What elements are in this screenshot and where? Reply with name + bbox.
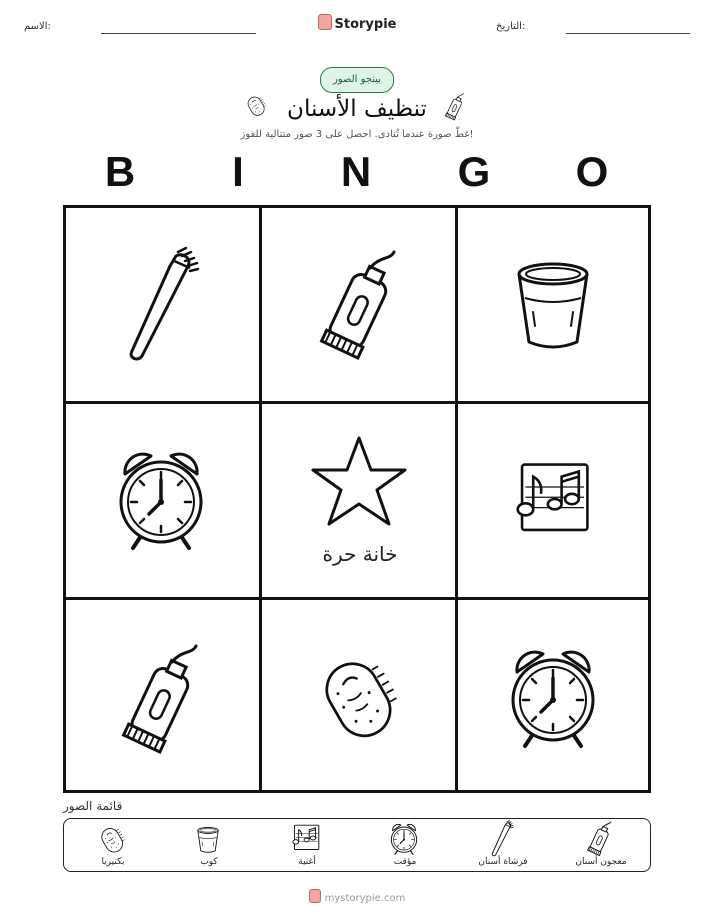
bingo-cell-3[interactable] — [458, 208, 654, 404]
bingo-cell-4[interactable] — [66, 404, 262, 600]
name-line[interactable] — [101, 33, 256, 34]
legend-label: معجون أسنان — [575, 857, 627, 867]
legend-label: مؤقت — [393, 857, 417, 867]
free-space-label: خانة حرة — [322, 542, 398, 566]
music-note-icon — [503, 456, 603, 542]
picture-list — [63, 818, 651, 872]
legend-label: فرشاة أسنان — [478, 857, 528, 867]
bingo-letter-b: B — [104, 148, 136, 195]
cup-icon — [503, 246, 603, 366]
bingo-cell-9[interactable] — [458, 600, 654, 796]
legend-label: كوب — [200, 857, 218, 867]
date-line[interactable] — [566, 33, 690, 34]
legend-item-bacteria — [64, 819, 162, 873]
bacteria-icon — [95, 822, 129, 858]
footer — [0, 889, 714, 904]
cup-icon — [191, 822, 225, 858]
storypie-logo-icon — [318, 14, 332, 30]
bingo-letter-i: I — [232, 148, 244, 195]
bingo-letter-g: G — [457, 148, 491, 195]
legend-label: بكتيريا — [101, 857, 125, 867]
legend-item-timer — [356, 819, 454, 873]
bingo-letter-o: O — [575, 148, 609, 195]
legend-item-toothbrush — [454, 819, 552, 873]
bingo-cell-8[interactable] — [262, 600, 458, 796]
date-label: التاريخ: — [496, 21, 526, 32]
toothbrush-icon — [112, 246, 212, 366]
storypie-logo-icon — [309, 889, 321, 903]
legend-title: قائمة الصور — [63, 799, 123, 813]
brand-name: Storypie — [334, 17, 397, 32]
bingo-cell-1[interactable] — [66, 208, 262, 404]
star-icon — [307, 432, 411, 532]
bingo-grid — [63, 205, 651, 793]
alarm-clock-icon — [111, 440, 211, 560]
page-title: تنظيف الأسنان — [287, 96, 427, 122]
music-note-icon — [289, 822, 323, 854]
bingo-cell-free[interactable] — [262, 404, 458, 600]
bingo-cell-2[interactable] — [262, 208, 458, 404]
category-badge: بينجو الصور — [320, 67, 394, 93]
legend-item-toothpaste — [552, 819, 650, 873]
instructions: غطّ صورة عندما تُنادى. احصل على 3 صور متتالية للفوز! — [240, 129, 474, 140]
bingo-cell-6[interactable] — [458, 404, 654, 600]
toothpaste-icon — [583, 820, 617, 858]
legend-item-song — [258, 819, 356, 873]
toothpaste-icon — [310, 246, 410, 366]
alarm-clock-icon — [503, 638, 603, 758]
bacteria-icon — [308, 644, 408, 754]
brand-logo — [0, 14, 714, 32]
toothpaste-icon — [442, 92, 468, 122]
bingo-letter-n: N — [340, 148, 372, 195]
toothbrush-icon — [485, 820, 519, 858]
alarm-clock-icon — [387, 820, 421, 858]
legend-item-cup — [160, 819, 258, 873]
legend-label: أغنية — [298, 857, 316, 867]
toothpaste-icon — [112, 640, 212, 760]
name-label: الاسم: — [24, 21, 51, 32]
bingo-cell-7[interactable] — [66, 600, 262, 796]
footer-url: mystorypie.com — [324, 893, 406, 904]
